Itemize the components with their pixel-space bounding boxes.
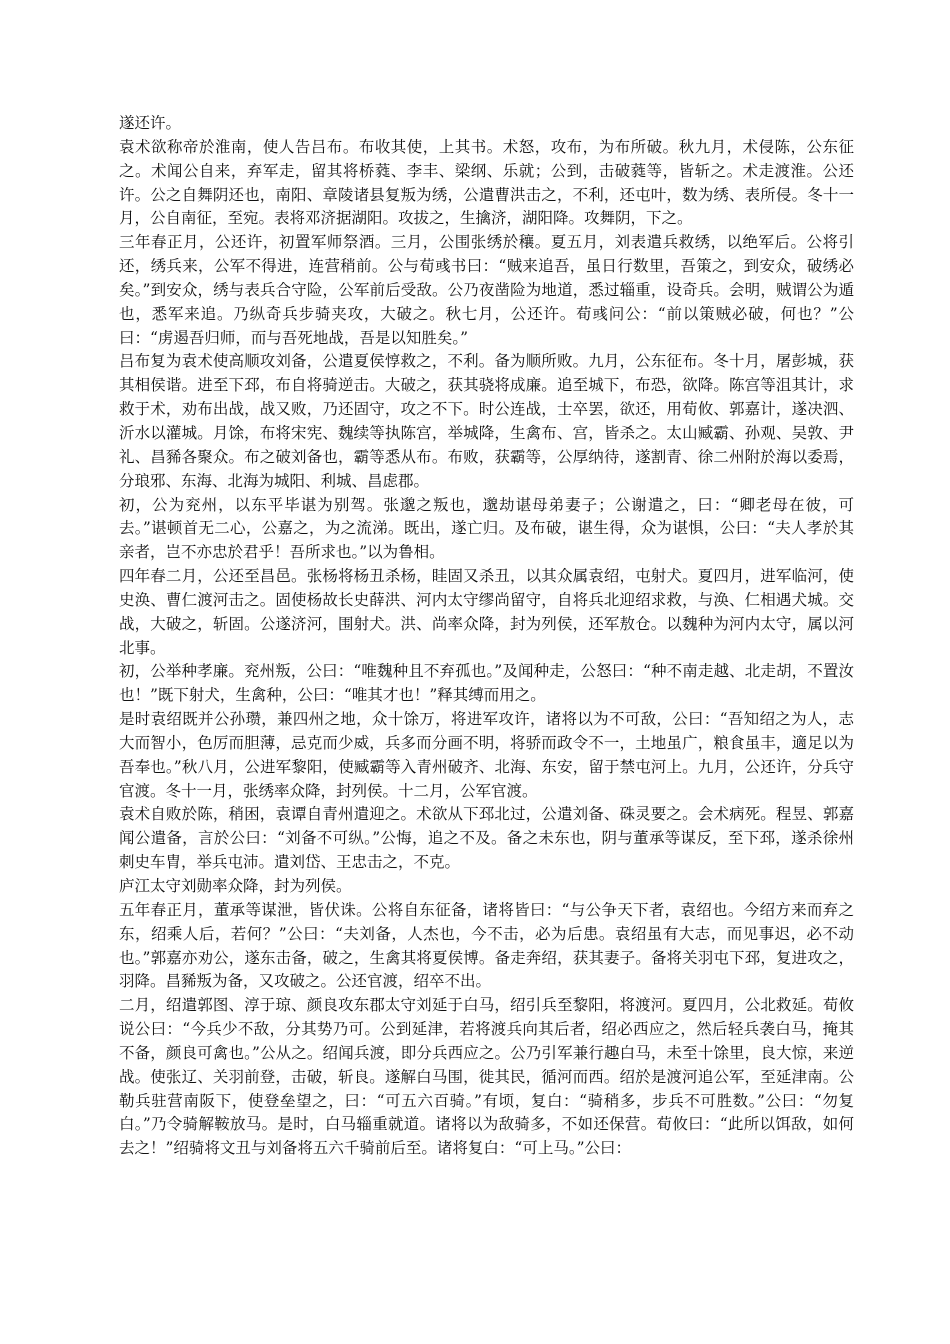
paragraph: 三年春正月，公还许，初置军师祭酒。三月，公围张绣於穰。夏五月，刘表遣兵救绣，以绝军后。公将引还，绣兵来，公军不得进，连营稍前。公与荀彧书曰：“贼来追吾，虽日行数里，吾策之，到安众，破绣必矣。”到安众，绣与表兵合守险，公军前后受敌。公乃夜凿险为地道，悉过辎重，设奇兵。会明，贼谓公为遁也，悉军来追。乃纵奇兵步骑夹攻，大破之。秋七月，公还许。荀彧问公：“前以策贼必破，何也？”公曰：“虏遏吾归师，而与吾死地战，吾是以知胜矣。”: [119, 233, 854, 347]
paragraph: 是时袁绍既并公孙瓒，兼四州之地，众十馀万，将进军攻许，诸将以为不可敌，公曰：“吾知绍之为人，志大而智小，色厉而胆薄，忌克而少威，兵多而分画不明，将骄而政令不一，土地虽广，粮食虽丰，適足以为吾奉也。”秋八月，公进军黎阳，使臧霸等入青州破齐、北海、东安，留于禁屯河上。九月，公还许，分兵守官渡。冬十一月，张绣率众降，封列侯。十二月，公军官渡。: [119, 710, 854, 800]
paragraph: 袁术自败於陈，稍困，袁谭自青州遣迎之。术欲从下邳北过，公遣刘备、硃灵要之。会术病死。程昱、郭嘉闻公遣备，言於公曰：“刘备不可纵。”公悔，追之不及。备之未东也，阴与董承等谋反，至下邳，遂杀徐州刺史车胄，举兵屯沛。遣刘岱、王忠击之，不克。: [119, 805, 854, 872]
paragraph: 五年春正月，董承等谋泄，皆伏诛。公将自东征备，诸将皆曰：“与公争天下者，袁绍也。今绍方来而弃之东，绍乘人后，若何？”公曰：“夫刘备，人杰也，今不击，必为后患。袁绍虽有大志，而见事迟，必不动也。”郭嘉亦劝公，遂东击备，破之，生禽其将夏侯博。备走奔绍，获其妻子。备将关羽屯下邳，复进攻之，羽降。昌豨叛为备，又攻破之。公还官渡，绍卒不出。: [119, 900, 854, 991]
paragraph: 初，公为兖州，以东平毕谌为别驾。张邈之叛也，邈劫谌母弟妻子；公谢遣之，曰：“卿老母在彼，可去。”谌顿首无二心，公嘉之，为之流涕。既出，遂亡归。及布破，谌生得，众为谌惧，公曰：“夫人孝於其亲者，岂不亦忠於君乎！吾所求也。”以为鲁相。: [119, 495, 854, 562]
paragraph: 四年春二月，公还至昌邑。张杨将杨丑杀杨，眭固又杀丑，以其众属袁绍，屯射犬。夏四月，进军临河，使史涣、曹仁渡河击之。固使杨故长史薛洪、河内太守缪尚留守，自将兵北迎绍求救，与涣、仁相遇犬城。交战，大破之，斩固。公遂济河，围射犬。洪、尚率众降，封为列侯，还军敖仓。以魏种为河内太守，属以河北事。: [119, 567, 854, 657]
paragraph: 吕布复为袁术使高顺攻刘备，公遣夏侯惇救之，不利。备为顺所败。九月，公东征布。冬十月，屠彭城，获其相侯谐。进至下邳，布自将骑逆击。大破之，获其骁将成廉。追至城下，布恐，欲降。陈宫等沮其计，求救于术，劝布出战，战又败，乃还固守，攻之不下。时公连战，士卒罢，欲还，用荀攸、郭嘉计，遂决泗、沂水以灌城。月馀，布将宋宪、魏续等执陈宫，举城降，生禽布、宫，皆杀之。太山臧霸、孙观、吴敦、尹礼、昌豨各聚众。布之破刘备也，霸等悉从布。布败，获霸等，公厚纳待，遂割青、徐二州附於海以委焉，分琅邪、东海、北海为城阳、利城、昌虑郡。: [119, 352, 854, 490]
paragraph: 二月，绍遣郭图、淳于琼、颜良攻东郡太守刘延于白马，绍引兵至黎阳，将渡河。夏四月，公北救延。荀攸说公曰：“今兵少不敌，分其势乃可。公到延津，若将渡兵向其后者，绍必西应之，然后轻兵袭白马，掩其不备，颜良可禽也。”公从之。绍闻兵渡，即分兵西应之。公乃引军兼行趣白马，未至十馀里，良大惊，来逆战。使张辽、关羽前登，击破，斩良。遂解白马围，徙其民，循河而西。绍於是渡河追公军，至延津南。公勒兵驻营南阪下，使登垒望之，曰：“可五六百骑。”有顷，复白：“骑稍多，步兵不可胜数。”公曰：“勿复白。”乃令骑解鞍放马。是时，白马辎重就道。诸将以为敌骑多，不如还保营。荀攸曰：“此所以饵敌，如何去之！”绍骑将文丑与刘备将五六千骑前后至。诸将复白：“可上马。”公曰：: [119, 996, 854, 1158]
paragraph: 袁术欲称帝於淮南，使人告吕布。布收其使，上其书。术怒，攻布，为布所破。秋九月，术侵陈，公东征之。术闻公自来，弃军走，留其将桥蕤、李丰、梁纲、乐就；公到，击破蕤等，皆斩之。术走渡淮。公还许。公之自舞阴还也，南阳、章陵诸县复叛为绣，公遣曹洪击之，不利，还屯叶，数为绣、表所侵。冬十一月，公自南征，至宛。表将邓济据湖阳。攻拔之，生擒济，湖阳降。攻舞阴，下之。: [119, 137, 854, 228]
paragraph: 初，公举种孝廉。兖州叛，公曰：“唯魏种且不弃孤也。”及闻种走，公怒曰：“种不南走越、北走胡，不置汝也！”既下射犬，生禽种，公曰：“唯其才也！”释其缚而用之。: [119, 662, 854, 705]
paragraph: 遂还许。: [119, 114, 182, 132]
document-text: [119, 112, 854, 1161]
paragraph: 庐江太守刘勋率众降，封为列侯。: [119, 877, 352, 895]
